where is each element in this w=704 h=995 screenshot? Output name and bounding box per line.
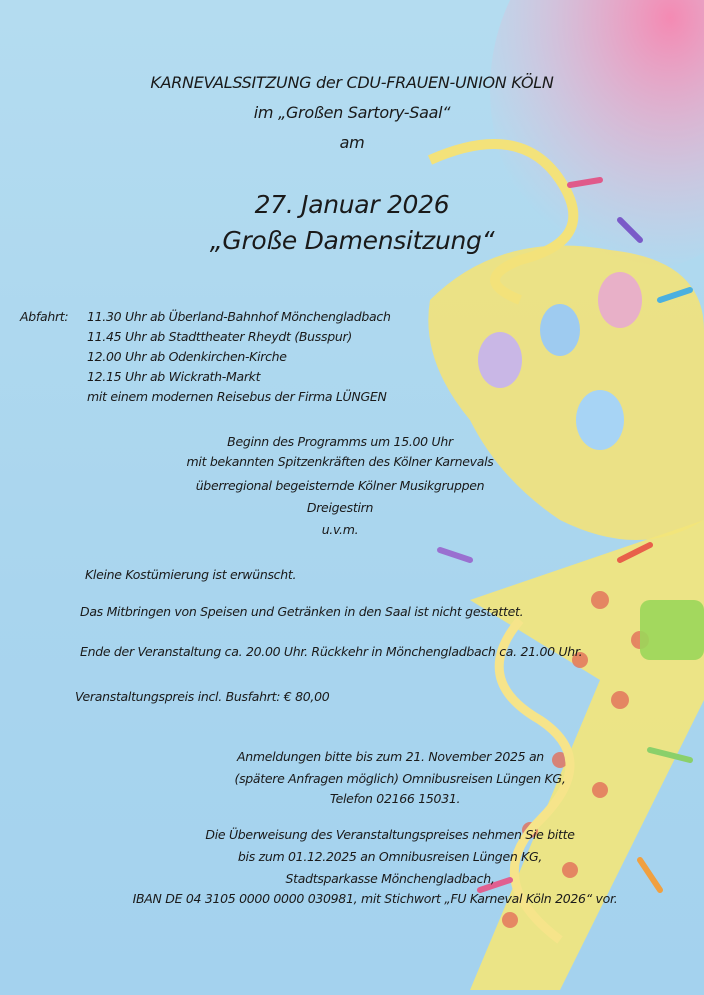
mask [428, 246, 704, 540]
costume-note: Kleine Kostümierung ist erwünscht. [85, 567, 297, 582]
program-line: u.v.m. [321, 522, 359, 537]
departure-stop: 12.15 Uhr ab Wickrath-Markt [87, 369, 261, 384]
payment-line: IBAN DE 04 3105 0000 0000 030981, mit Stichwort „FU Karneval Köln 2026“ vor. [132, 891, 618, 906]
program-line: überregional begeisternde Kölner Musikgruppen [195, 478, 485, 493]
registration-line: Anmeldungen bitte bis zum 21. November 2025 an [237, 749, 544, 764]
departure-stop: 11.30 Uhr ab Überland-Bahnhof Mönchengladbach [87, 309, 391, 324]
registration-line: (spätere Anfragen möglich) Omnibusreisen Lüngen KG, [234, 771, 566, 786]
title-line-2: im „Großen Sartory-Saal“ [253, 103, 451, 122]
payment-line: Die Überweisung des Veranstaltungspreises nehmen Sie bitte [205, 827, 575, 842]
end-note: Ende der Veranstaltung ca. 20.00 Uhr. Rückkehr in Mönchengladbach ca. 21.00 Uhr. [80, 644, 583, 659]
program-line: Beginn des Programms um 15.00 Uhr [227, 434, 453, 449]
registration-line: Telefon 02166 15031. [329, 791, 461, 806]
payment-line: Stadtsparkasse Mönchengladbach, [285, 871, 495, 886]
departure-label: Abfahrt: [20, 309, 69, 324]
departure-stop: 12.00 Uhr ab Odenkirchen-Kirche [87, 349, 287, 364]
event-date: 27. Januar 2026 [254, 190, 450, 219]
food-note: Das Mitbringen von Speisen und Getränken in den Saal ist nicht gestattet. [80, 604, 524, 619]
departure-stop: 11.45 Uhr ab Stadttheater Rheydt (Busspur) [87, 329, 352, 344]
event-name: „Große Damensitzung“ [209, 226, 495, 255]
title-line-3: am [339, 133, 365, 152]
title-line-1: KARNEVALSSITZUNG der CDU-FRAUEN-UNION KÖLN [150, 73, 554, 92]
program-line: Dreigestirn [306, 500, 374, 515]
bus-info: mit einem modernen Reisebus der Firma LÜNGEN [87, 389, 387, 404]
price-note: Veranstaltungspreis incl. Busfahrt: € 80,00 [75, 689, 330, 704]
program-line: mit bekannten Spitzenkräften des Kölner Karnevals [186, 454, 494, 469]
payment-line: bis zum 01.12.2025 an Omnibusreisen Lüngen KG, [237, 849, 543, 864]
